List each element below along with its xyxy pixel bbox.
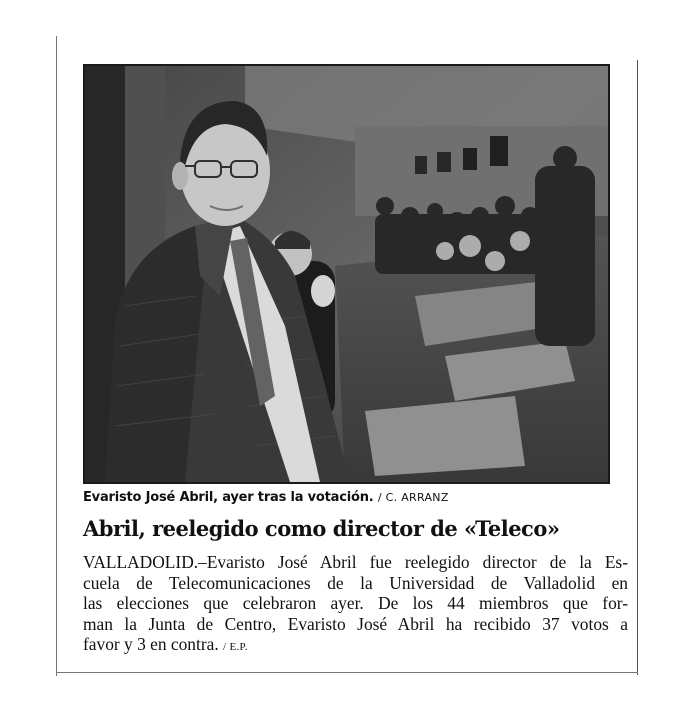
column-rule-left — [56, 36, 57, 676]
body-last-line — [83, 634, 628, 658]
news-photo — [83, 64, 610, 484]
column-rule-right — [637, 60, 638, 675]
body-line: favor y 3 en contra. — [83, 634, 219, 655]
caption-text: Evaristo José Abril, ayer tras la votación. — [83, 490, 374, 505]
body-line: cuela de Telecomunicaciones de la Universidad de Valladolid en — [83, 572, 628, 593]
agency-signature: / E.P. — [223, 641, 248, 654]
headline: Abril, reelegido como director de «Teleco» — [83, 516, 560, 541]
photo-credit: / C. ARRANZ — [377, 491, 449, 504]
photo-caption — [83, 490, 623, 505]
column-rule-bottom — [56, 672, 638, 673]
article-body — [83, 552, 628, 658]
body-line: las elecciones que celebraron ayer. De los 44 miembros que for- — [83, 593, 628, 614]
body-line: VALLADOLID.–Evaristo José Abril fue reelegido director de la Es- — [83, 552, 628, 572]
body-line: man la Junta de Centro, Evaristo José Abril ha recibido 37 votos a — [83, 613, 628, 634]
